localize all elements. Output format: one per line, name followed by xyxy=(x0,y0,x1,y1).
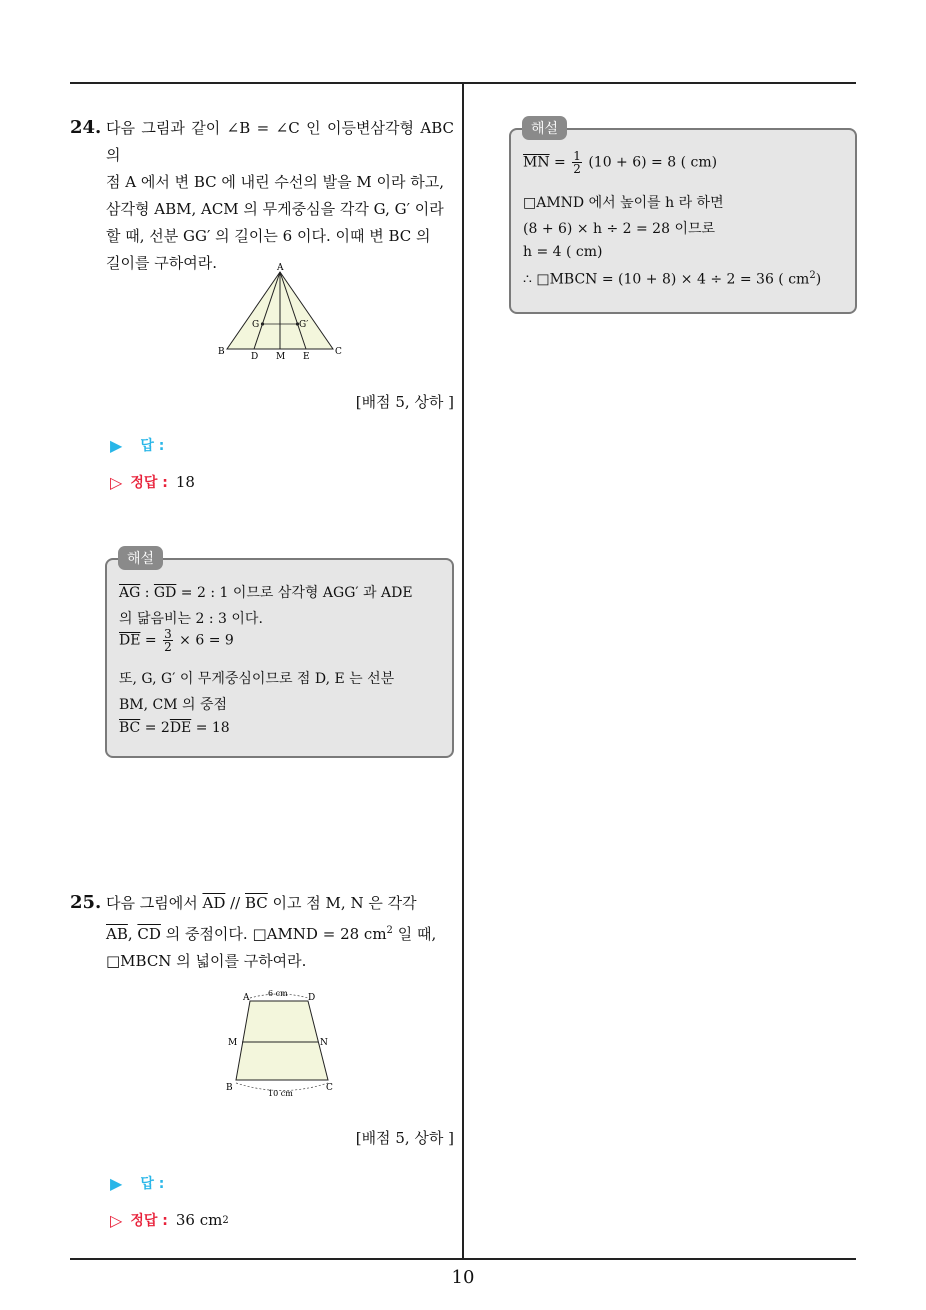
q24-answer-row xyxy=(110,435,164,455)
q24-number: 24. xyxy=(70,117,102,138)
label-b: B xyxy=(226,1083,233,1093)
text: ) xyxy=(815,271,822,288)
text: : xyxy=(140,585,154,601)
q24-expl-line5: BM, CM 의 중점 xyxy=(119,697,228,713)
correct-label: 정답 : xyxy=(130,1213,168,1229)
trapezoid-abcd xyxy=(236,1001,328,1080)
label-c: C xyxy=(335,347,342,357)
outline-arrow-icon: ▷ xyxy=(110,1210,123,1230)
q24-line: 할 때, 선분 GG′ 의 길이는 6 이다. 이때 변 BC 의 xyxy=(106,227,431,245)
q25-expl-line2: □AMND 에서 높이를 h 라 하면 xyxy=(523,195,724,211)
text: 다음 그림에서 xyxy=(106,894,203,912)
q25-explanation-tab: 해설 xyxy=(522,116,567,140)
q24-line: 삼각형 ABM, ACM 의 무게중심을 각각 G, G′ 이라 xyxy=(106,200,444,218)
numerator: 3 xyxy=(164,627,172,641)
label-e: E xyxy=(303,352,310,362)
point-g xyxy=(261,322,264,325)
text: 이고 점 M, N 은 각각 xyxy=(267,894,417,912)
q25-trapezoid-figure xyxy=(222,986,342,1100)
q25-line3: □MBCN 의 넓이를 구하여라. xyxy=(106,952,307,970)
play-arrow-icon: ▶ xyxy=(110,1173,123,1193)
q25-expl-line4: h = 4 ( cm) xyxy=(523,244,603,260)
label-g-prime: G′ xyxy=(299,320,309,330)
q24-correct-row xyxy=(110,472,195,492)
label-d: D xyxy=(251,352,259,362)
q25-line1 xyxy=(106,890,454,917)
text: = 2 xyxy=(140,720,170,736)
q25-answer-row xyxy=(110,1173,164,1193)
overline-ag: $\overline{AG}$ xyxy=(119,585,141,601)
q24-line: 점 A 에서 변 BC 에 내린 수선의 발을 M 이라 하고, xyxy=(106,173,445,191)
q25-text xyxy=(106,890,454,975)
correct-label: 정답 : xyxy=(130,475,168,491)
label-m: M xyxy=(228,1038,238,1048)
overline-ab: $\overline{AB}$ xyxy=(106,925,128,943)
overline-cd: $\overline{CD}$ xyxy=(137,925,161,943)
label-top-length: 6 cm xyxy=(268,989,288,998)
column-divider xyxy=(462,82,464,1259)
text: ∴ □MBCN = (10 + 8) × 4 ÷ 2 = 36 ( cm xyxy=(523,271,810,288)
footer-rule xyxy=(70,1258,856,1260)
q24-explanation-tab: 해설 xyxy=(118,546,163,570)
label-m: M xyxy=(276,352,286,362)
fraction xyxy=(163,628,173,653)
label-c: C xyxy=(326,1083,333,1093)
answer-label: 답 : xyxy=(140,1176,165,1192)
q24-explanation-box xyxy=(105,558,454,758)
overline-ad: $\overline{AD}$ xyxy=(202,894,226,912)
overline-bc: $\overline{BC}$ xyxy=(119,720,141,736)
text: (10 + 6) = 8 ( cm) xyxy=(583,154,718,171)
superscript: 2 xyxy=(809,270,816,281)
outline-arrow-icon: ▷ xyxy=(110,472,123,492)
text: = 18 xyxy=(191,720,230,736)
text: , xyxy=(127,925,138,943)
label-bottom-length: 10 cm xyxy=(268,1089,293,1098)
text: = 2 : 1 이므로 삼각형 AGG′ 과 ADE xyxy=(176,585,413,601)
q24-triangle-figure xyxy=(210,262,350,367)
text: = xyxy=(549,154,571,171)
superscript: 2 xyxy=(386,925,393,936)
q25-number: 25. xyxy=(70,892,102,913)
q25-expl-line1 xyxy=(523,150,717,175)
text: = xyxy=(140,632,162,649)
q25-score: [배점 5, 상하 ] xyxy=(355,1129,454,1147)
text: × 6 = 9 xyxy=(174,632,234,649)
denominator: 2 xyxy=(164,640,172,654)
overline-bc: $\overline{BC}$ xyxy=(245,894,268,912)
text: 의 중점이다. □AMND = 28 cm xyxy=(160,925,387,943)
q25-explanation-box xyxy=(509,128,857,314)
q24-expl-line4: 또, G, G′ 이 무게중심이므로 점 D, E 는 선분 xyxy=(119,671,395,687)
label-b: B xyxy=(218,347,225,357)
numerator: 1 xyxy=(573,149,581,163)
label-g: G xyxy=(252,320,260,330)
q24-line: 다음 그림과 같이 ∠B = ∠C 인 이등변삼각형 ABC 의 xyxy=(106,119,454,164)
text: // xyxy=(225,894,245,912)
q24-expl-line3 xyxy=(119,628,234,653)
q25-expl-line5 xyxy=(523,270,821,288)
q25-expl-line3: (8 + 6) × h ÷ 2 = 28 이므로 xyxy=(523,221,716,237)
label-a: A xyxy=(243,993,250,1003)
correct-value: 18 xyxy=(175,473,195,491)
q25-correct-row xyxy=(110,1210,229,1230)
correct-value: 36 cm xyxy=(175,1211,223,1229)
q24-score: [배점 5, 상하 ] xyxy=(355,393,454,411)
q24-text xyxy=(106,115,454,277)
fraction xyxy=(572,150,582,175)
q24-line: 길이를 구하여라. xyxy=(106,254,217,272)
overline-de: $\overline{DE}$ xyxy=(119,632,141,649)
label-a: A xyxy=(277,263,284,273)
denominator: 2 xyxy=(573,162,581,176)
q24-expl-line1 xyxy=(119,582,413,602)
label-d: D xyxy=(308,993,316,1003)
text: 일 때, xyxy=(392,925,437,943)
superscript: 2 xyxy=(222,1214,229,1226)
q24-expl-line2: 의 닮음비는 2 : 3 이다. xyxy=(119,611,263,627)
answer-label: 답 : xyxy=(140,438,165,454)
label-n: N xyxy=(320,1038,328,1048)
overline-de: $\overline{DE}$ xyxy=(169,720,192,736)
q25-line2 xyxy=(106,917,454,948)
overline-mn: $\overline{MN}$ xyxy=(523,154,550,171)
page-number: 10 xyxy=(451,1267,475,1288)
overline-gd: $\overline{GD}$ xyxy=(153,585,177,601)
play-arrow-icon: ▶ xyxy=(110,435,123,455)
q24-expl-line6 xyxy=(119,720,230,736)
